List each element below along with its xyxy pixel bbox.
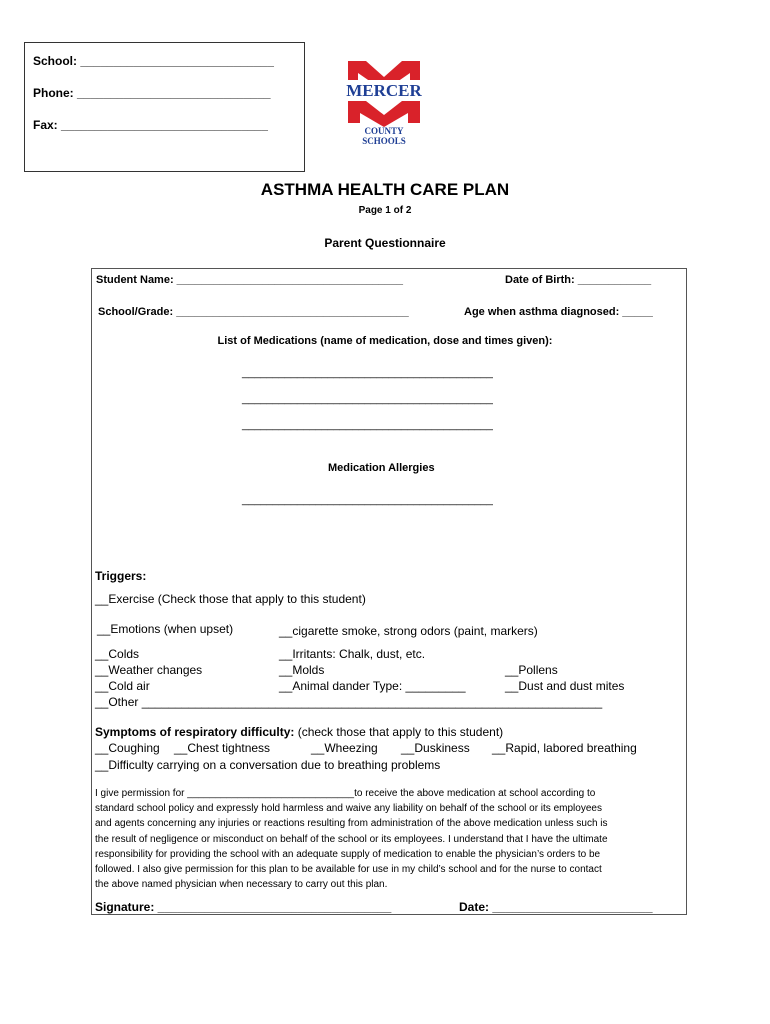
section-title: Parent Questionnaire: [324, 236, 446, 250]
permission-line: the result of negligence or misconduct on behalf of the school or its employees. I understand that I have the ultimate: [95, 833, 608, 845]
svg-text:MERCER: MERCER: [346, 81, 422, 100]
symptoms-instruction: (check those that apply to this student): [294, 725, 504, 739]
school-grade-field[interactable]: School/Grade: ______________________________________: [98, 306, 409, 318]
permission-line: and agents concerning any injuries or reactions resulting from administration of the above medication unless such is: [95, 818, 608, 830]
permission-paragraph: [95, 786, 683, 892]
allergies-line[interactable]: _________________________________________: [242, 494, 493, 506]
trigger-irritants[interactable]: __Irritants: Chalk, dust, etc.: [279, 647, 426, 661]
date-of-birth-field[interactable]: Date of Birth: ____________: [505, 274, 652, 286]
medication-line-2[interactable]: _________________________________________: [242, 393, 493, 405]
medications-label: List of Medications (name of medication, dose and times given):: [217, 335, 553, 347]
trigger-smoke[interactable]: __cigarette smoke, strong odors (paint, markers): [279, 624, 538, 638]
permission-line: responsibility for providing the school with an adequate supply of medication to enable the physician’s orders to be: [95, 848, 601, 860]
symptom-difficulty-talking[interactable]: __Difficulty carrying on a conversation due to breathing problems: [95, 758, 441, 772]
triggers-label: Triggers:: [95, 569, 147, 583]
signature-date-field[interactable]: Date: ________________________: [459, 900, 653, 914]
mercer-county-schools-logo: [346, 59, 422, 147]
symptom-chest-tightness[interactable]: __Chest tightness: [174, 741, 271, 755]
page-title: ASTHMA HEALTH CARE PLAN: [260, 180, 510, 199]
symptom-wheezing[interactable]: __Wheezing: [311, 741, 378, 755]
svg-text:COUNTY: COUNTY: [364, 126, 404, 136]
fax-field[interactable]: Fax: _______________________________: [33, 118, 268, 132]
school-field[interactable]: School: _____________________________: [33, 54, 274, 68]
trigger-cold-air[interactable]: __Cold air: [95, 679, 150, 693]
symptom-duskiness[interactable]: __Duskiness: [401, 741, 470, 755]
permission-line: I give permission for ______________________________to receive the above medication at school according to: [95, 788, 596, 799]
symptoms-label: Symptoms of respiratory difficulty:: [95, 725, 295, 739]
medication-line-3[interactable]: _________________________________________: [242, 419, 493, 431]
trigger-animal-dander[interactable]: __Animal dander Type: _________: [279, 679, 466, 693]
trigger-emotions[interactable]: __Emotions (when upset): [97, 622, 234, 636]
symptom-coughing[interactable]: __Coughing: [95, 741, 160, 755]
permission-line: the above named physician when necessary to carry out this plan.: [95, 879, 388, 891]
student-name-field[interactable]: Student Name: _____________________________________: [96, 274, 404, 286]
signature-field[interactable]: Signature: ___________________________________: [95, 900, 392, 914]
medication-allergies-label: Medication Allergies: [328, 462, 435, 474]
svg-text:SCHOOLS: SCHOOLS: [362, 136, 406, 146]
permission-line: followed. I also give permission for this plan to be available for use in my child’s school and for the nurse to contact: [95, 864, 602, 876]
trigger-dust-mites[interactable]: __Dust and dust mites: [505, 679, 625, 693]
permission-line: standard school policy and expressly hold harmless and waive any liability on behalf of the school or its employees: [95, 803, 602, 815]
trigger-other[interactable]: __Other _____________________________________________________________________: [95, 695, 603, 709]
medication-line-1[interactable]: _________________________________________: [242, 367, 493, 379]
age-diagnosed-field[interactable]: Age when asthma diagnosed: _____: [464, 306, 653, 318]
page-number: Page 1 of 2: [358, 205, 412, 216]
trigger-exercise[interactable]: __Exercise (Check those that apply to this student): [95, 592, 366, 606]
trigger-pollens[interactable]: __Pollens: [505, 663, 558, 677]
trigger-colds[interactable]: __Colds: [95, 647, 140, 661]
trigger-molds[interactable]: __Molds: [279, 663, 325, 677]
symptom-rapid-breathing[interactable]: __Rapid, labored breathing: [492, 741, 637, 755]
trigger-weather[interactable]: __Weather changes: [95, 663, 203, 677]
phone-field[interactable]: Phone: _____________________________: [33, 86, 271, 100]
symptoms-heading: [95, 725, 503, 739]
